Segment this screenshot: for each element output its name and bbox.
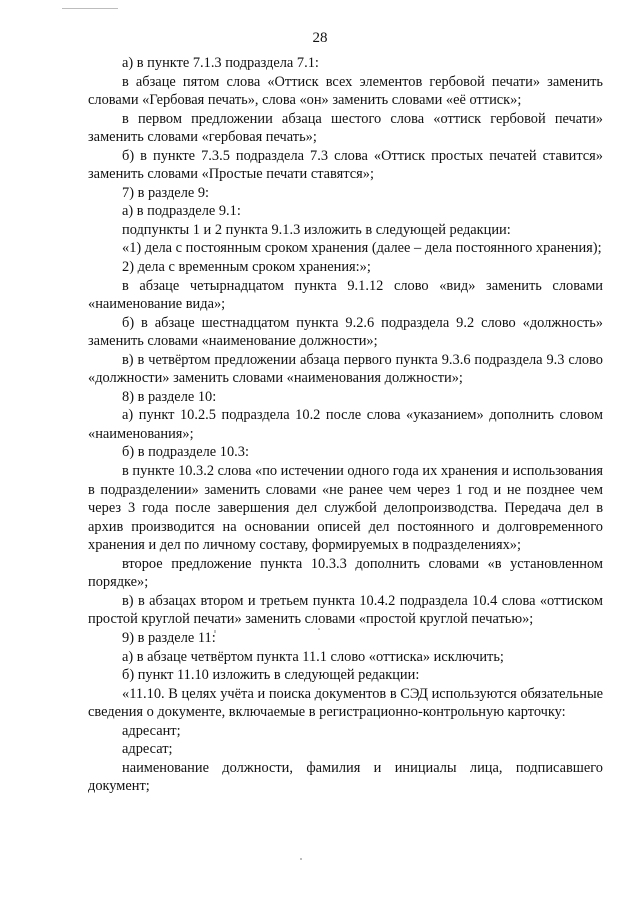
paragraph: наименование должности, фамилия и инициалы лица, подписавшего документ;	[88, 759, 603, 795]
paragraph: «11.10. В целях учёта и поиска документов в СЭД используются обязательные сведения о документе, включаемые в регистрационно-контрольную карточку:	[88, 685, 603, 721]
paragraph: подпункты 1 и 2 пункта 9.1.3 изложить в следующей редакции:	[122, 221, 511, 238]
paragraph: адресант;	[122, 722, 181, 739]
page-number: 28	[312, 30, 328, 46]
scan-artifact	[62, 8, 118, 9]
paragraph: 2) дела с временным сроком хранения:»;	[122, 259, 371, 276]
paragraph: а) в пункте 7.1.3 подраздела 7.1:	[122, 55, 319, 71]
paragraph: в абзаце пятом слова «Оттиск всех элементов гербовой печати» заменить словами «Гербовая печать», слова «он» заменить словами «её оттиск»;	[88, 73, 603, 109]
paragraph: адресат;	[122, 741, 173, 758]
paragraph: в) в абзацах втором и третьем пункта 10.4.2 подраздела 10.4 слова «оттиском простой круглой печати» заменить словами «простой круглой печатью»;	[88, 592, 603, 628]
paragraph: а) в абзаце четвёртом пункта 11.1 слово «оттиска» исключить;	[122, 648, 504, 665]
paragraph: б) пункт 11.10 изложить в следующей редакции:	[122, 667, 420, 684]
paragraph: а) в подразделе 9.1:	[122, 203, 241, 220]
paragraph: 9) в разделе 11:	[122, 629, 216, 646]
paragraph: в) в четвёртом предложении абзаца первого пункта 9.3.6 подраздела 9.3 слово «должности» заменить словами «наименования должности»;	[88, 351, 603, 387]
paragraph: б) в абзаце шестнадцатом пункта 9.2.6 подраздела 9.2 слово «должность» заменить словами «наименование должности»;	[88, 314, 603, 350]
paragraph: в пункте 10.3.2 слова «по истечении одного года их хранения и использования в подразделении» заменить словами «не ранее чем через 1 год и не позднее чем через 3 года после завершения дел службой делопроизводства. Передача дел в архив производится на основании описей дел постоянного и долговременного хранения и дел по личному составу, формируемых в подразделениях»;	[88, 463, 604, 554]
scan-artifact	[300, 858, 302, 860]
paragraph: 8) в разделе 10:	[122, 388, 217, 405]
paragraph: а) пункт 10.2.5 подраздела 10.2 после слова «указанием» дополнить словом «наименования»;	[88, 407, 603, 442]
paragraph: второе предложение пункта 10.3.3 дополнить словами «в установленном порядке»;	[88, 555, 603, 591]
paragraph: в абзаце четырнадцатом пункта 9.1.12 слово «вид» заменить словами «наименование вида»;	[88, 277, 603, 313]
paragraph: б) в подразделе 10.3:	[122, 444, 249, 461]
document-body	[88, 54, 603, 796]
paragraph: 7) в разделе 9:	[122, 184, 210, 201]
paragraph: в первом предложении абзаца шестого слова «оттиск гербовой печати» заменить словами «гербовая печать»;	[88, 110, 603, 146]
paragraph: «1) дела с постоянным сроком хранения (далее – дела постоянного хранения);	[122, 240, 602, 257]
paragraph: б) в пункте 7.3.5 подраздела 7.3 слова «Оттиск простых печатей ставится» заменить словами «Простые печати ставятся»;	[88, 147, 603, 183]
